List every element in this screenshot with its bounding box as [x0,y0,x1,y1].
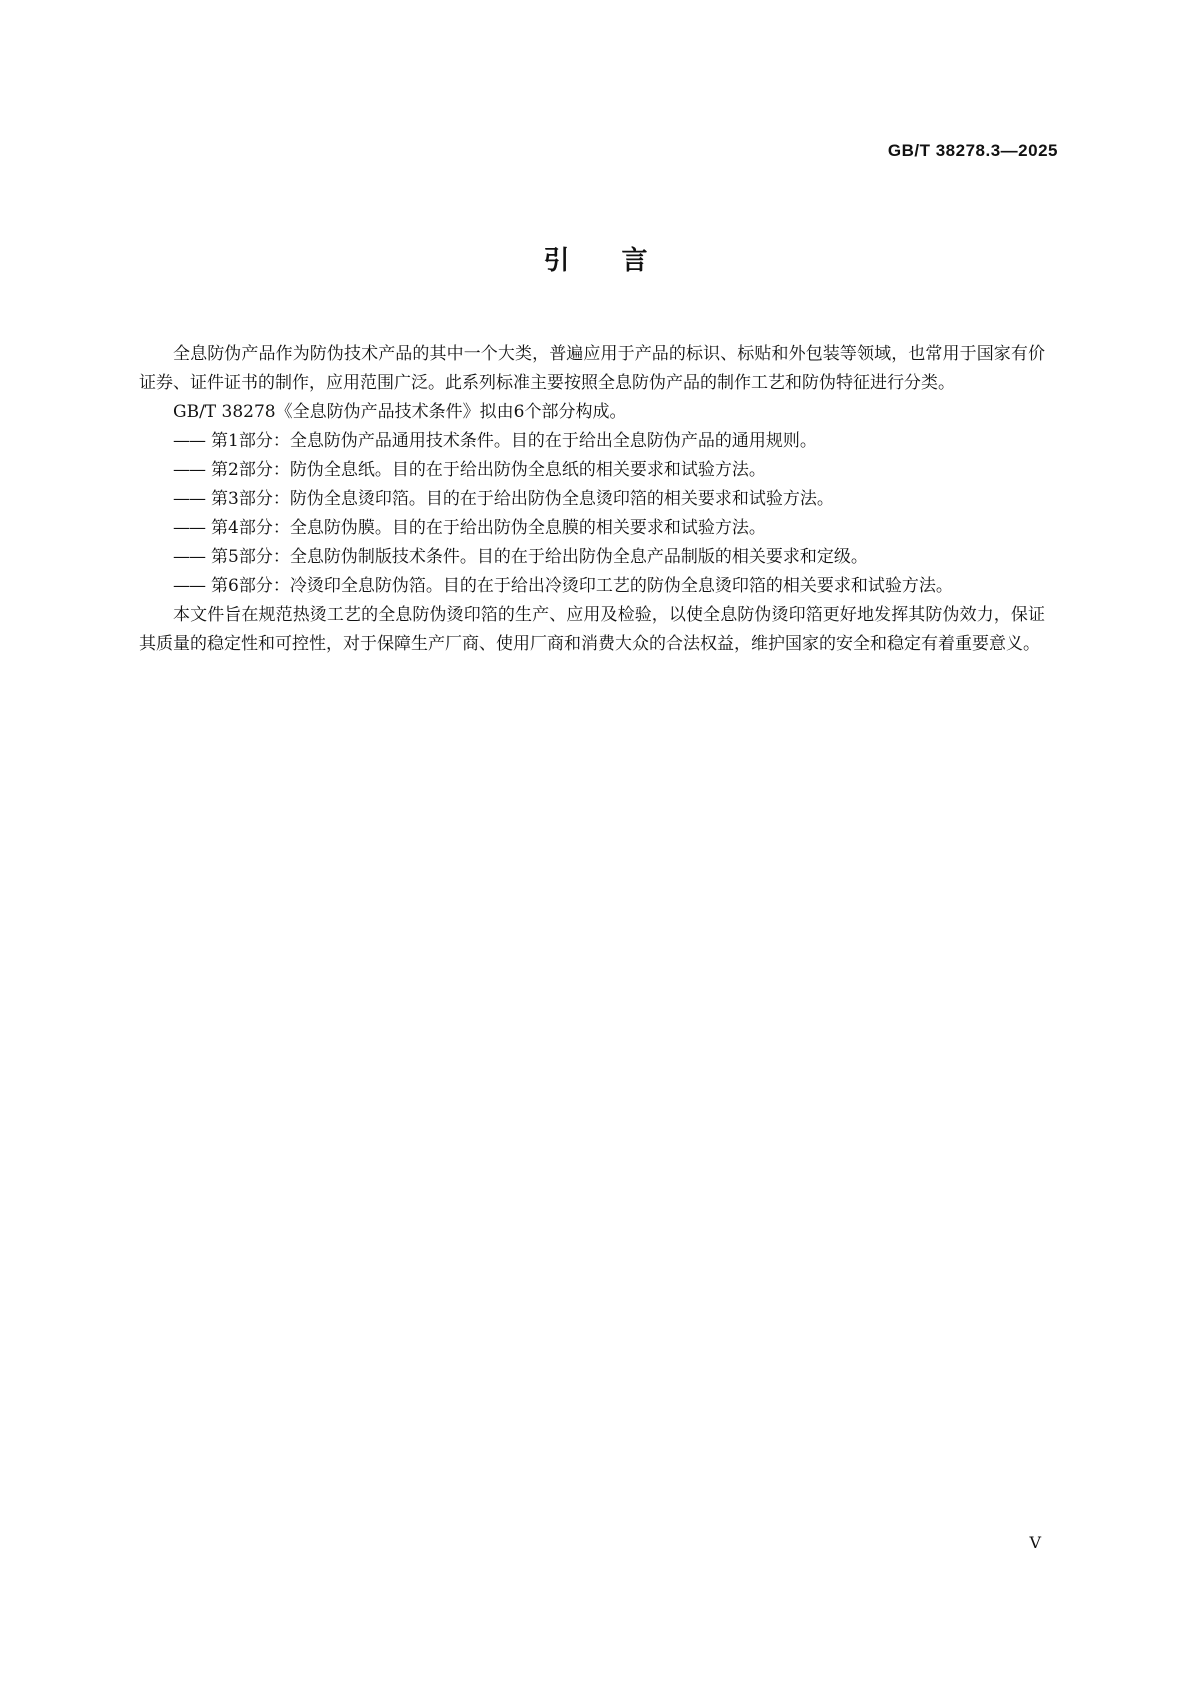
page-number: V [1029,1533,1041,1552]
list-item [139,427,1045,456]
dash-marker: —— [173,576,205,596]
list-item [139,514,1045,543]
dash-marker: —— [173,431,205,451]
dash-marker: —— [173,547,205,567]
list-item [139,456,1045,485]
list-item-text: 第5部分：全息防伪制版技术条件。目的在于给出防伪全息产品制版的相关要求和定级。 [211,547,868,567]
list-item-text: 第4部分：全息防伪膜。目的在于给出防伪全息膜的相关要求和试验方法。 [211,518,766,538]
list-item-text: 第3部分：防伪全息烫印箔。目的在于给出防伪全息烫印箔的相关要求和试验方法。 [211,489,834,509]
dash-marker: —— [173,489,205,509]
page-title: 引言 [543,246,700,276]
list-item-text: 第2部分：防伪全息纸。目的在于给出防伪全息纸的相关要求和试验方法。 [211,460,766,480]
list-item [139,485,1045,514]
list-item-text: 第6部分：冷烫印全息防伪箔。目的在于给出冷烫印工艺的防伪全息烫印箔的相关要求和试验方法。 [211,576,953,596]
list-item-text: 第1部分：全息防伪产品通用技术条件。目的在于给出全息防伪产品的通用规则。 [211,431,817,451]
dash-marker: —— [173,518,205,538]
document-body [139,340,1045,659]
structure-paragraph: GB/T 38278《全息防伪产品技术条件》拟由6个部分构成。 [173,402,627,422]
dash-marker: —— [173,460,205,480]
intro-paragraph: 全息防伪产品作为防伪技术产品的其中一个大类，普遍应用于产品的标识、标贴和外包装等领域，也常用于国家有价证券、证件证书的制作，应用范围广泛。此系列标准主要按照全息防伪产品的制作工艺和防伪特征进行分类。 [139,344,1045,393]
standard-number: GB/T 38278.3—2025 [887,141,1058,160]
list-item [139,572,1045,601]
list-item [139,543,1045,572]
closing-paragraph: 本文件旨在规范热烫工艺的全息防伪烫印箔的生产、应用及检验，以使全息防伪烫印箔更好地发挥其防伪效力，保证其质量的稳定性和可控性，对于保障生产厂商、使用厂商和消费大众的合法权益，维护国家的安全和稳定有着重要意义。 [139,605,1045,654]
